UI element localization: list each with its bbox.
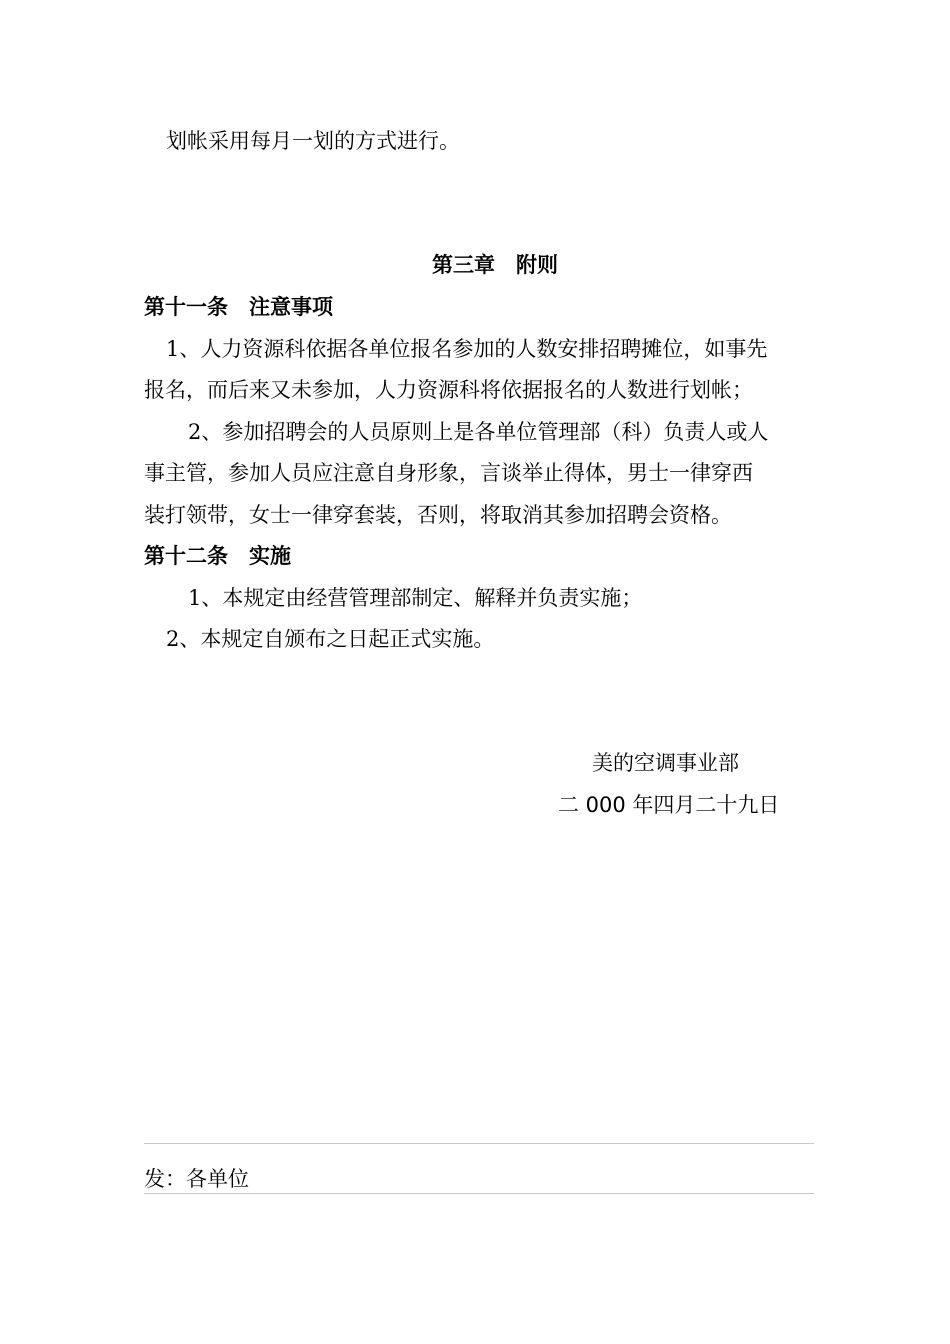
continuation-paragraph: 划帐采用每月一划的方式进行。: [166, 129, 460, 153]
signature-organization: 美的空调事业部: [592, 751, 739, 775]
article-12-heading: 第十二条 实施: [144, 544, 291, 568]
article-11-item-2-line-1: 2、参加招聘会的人员原则上是各单位管理部（科）负责人或人: [188, 420, 769, 444]
signature-date: 二 000 年四月二十九日: [558, 793, 780, 817]
article-11-heading: 第十一条 注意事项: [144, 295, 333, 319]
distribution-line: 发：各单位: [144, 1167, 249, 1191]
article-12-item-1: 1、本规定由经营管理部制定、解释并负责实施；: [188, 586, 643, 610]
chapter-title: 第三章 附则: [432, 253, 558, 277]
article-11-item-1-line-2: 报名，而后来又未参加，人力资源科将依据报名的人数进行划帐；: [144, 378, 753, 402]
footer-top-rule: [144, 1143, 814, 1144]
article-11-item-2-line-2: 事主管，参加人员应注意自身形象，言谈举止得体，男士一律穿西: [144, 461, 753, 485]
article-11-item-2-line-3: 装打领带，女士一律穿套装，否则，将取消其参加招聘会资格。: [144, 503, 732, 527]
article-12-item-2: 2、本规定自颁布之日起正式实施。: [166, 627, 495, 651]
article-11-item-1-line-1: 1、人力资源科依据各单位报名参加的人数安排招聘摊位，如事先: [166, 337, 768, 361]
footer-bottom-rule: [144, 1193, 814, 1194]
